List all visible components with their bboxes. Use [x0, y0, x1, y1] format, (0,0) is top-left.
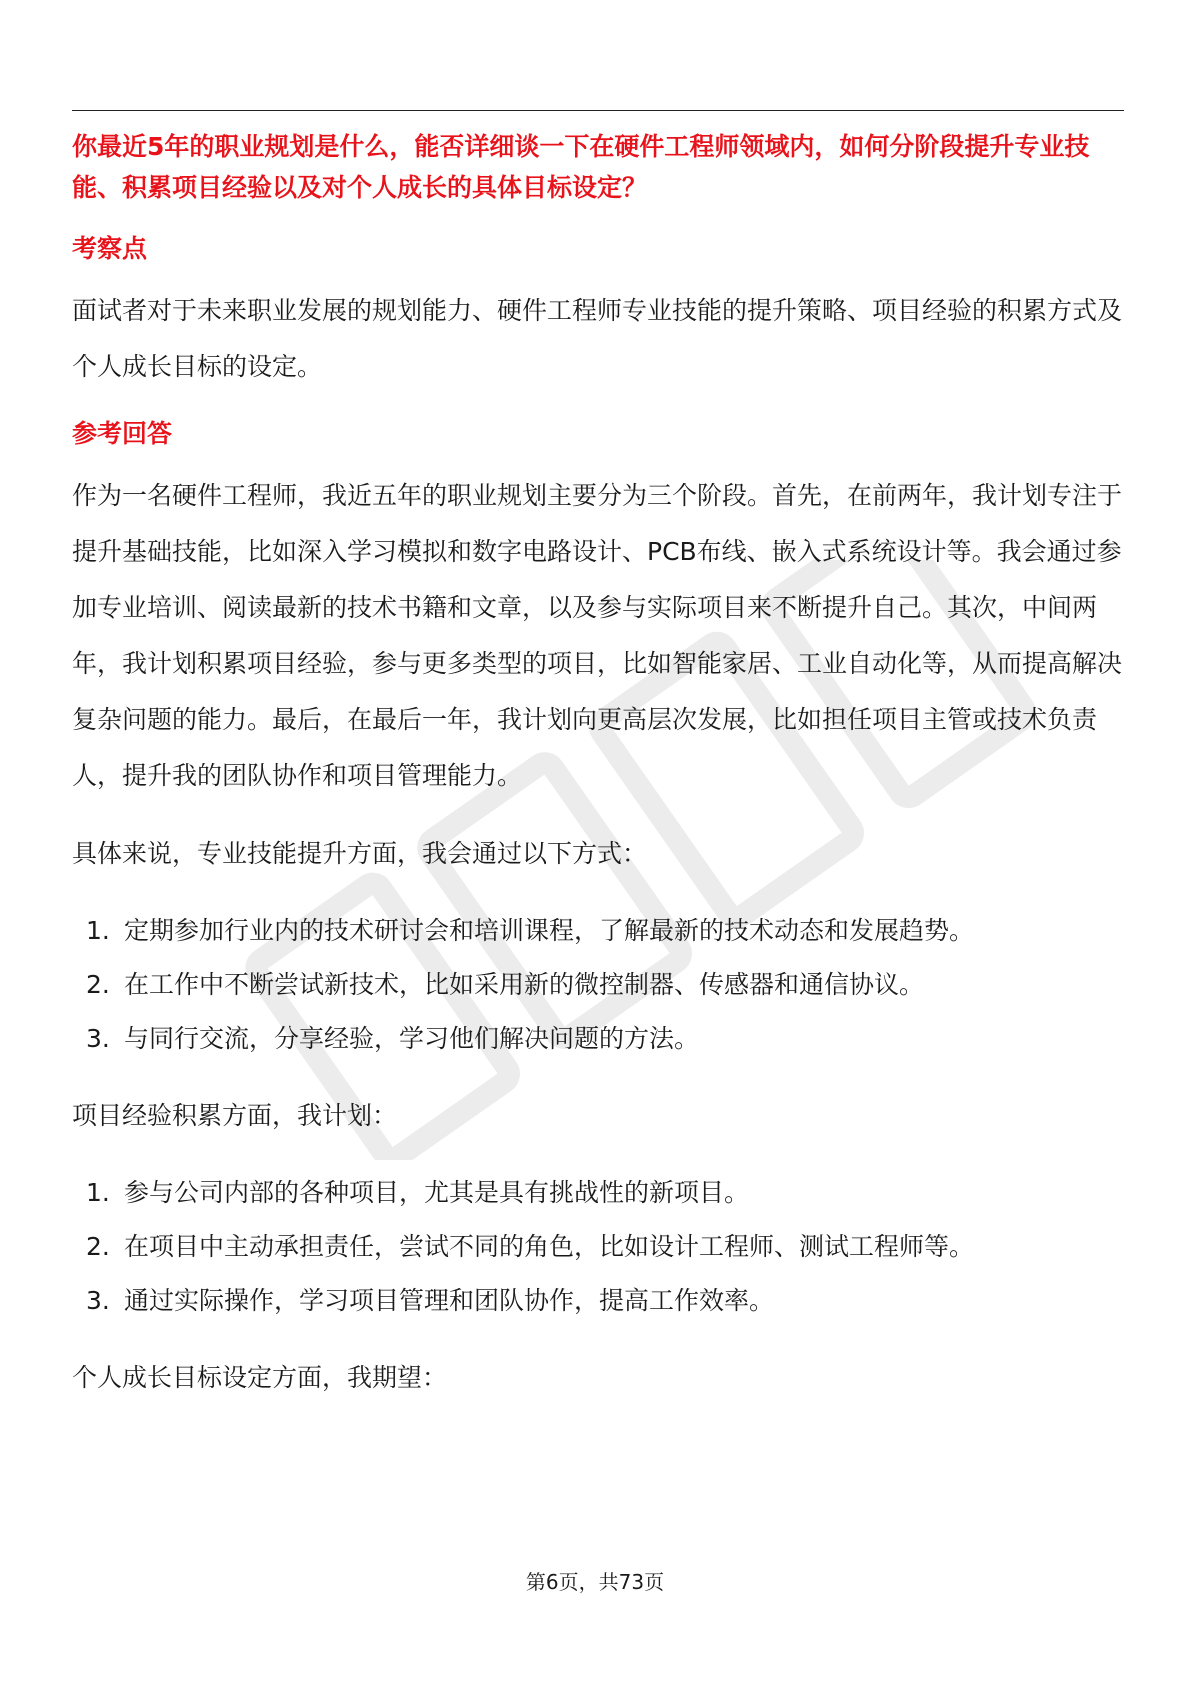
skills-list — [72, 904, 1122, 1066]
answer-heading: 参考回答 — [72, 419, 173, 448]
list-item-text: 在工作中不断尝试新技术，比如采用新的微控制器、传感器和通信协议。 — [124, 970, 925, 999]
list-item-text: 在项目中主动承担责任，尝试不同的角色，比如设计工程师、测试工程师等。 — [124, 1232, 975, 1261]
answer-intro: 作为一名硬件工程师，我近五年的职业规划主要分为三个阶段。首先，在前两年，我计划专注于提升基础技能，比如深入学习模拟和数字电路设计、PCB布线、嵌入式系统设计等。我会通过参加专业培训、阅读最新的技术书籍和文章，以及参与实际项目来不断提升自己。其次，中间两年，我计划积累项目经验，参与更多类型的项目，比如智能家居、工业自动化等，从而提高解决复杂问题的能力。最后，在最后一年，我计划向更高层次发展，比如担任项目主管或技术负责人，提升我的团队协作和项目管理能力。 — [72, 481, 1123, 790]
list-item-text: 与同行交流，分享经验，学习他们解决问题的方法。 — [124, 1024, 700, 1053]
list-item — [72, 904, 1122, 958]
projects-list — [72, 1166, 1122, 1328]
list-item-text: 通过实际操作，学习项目管理和团队协作，提高工作效率。 — [124, 1286, 775, 1315]
list-item — [72, 1166, 1122, 1220]
list-item — [72, 958, 1122, 1012]
growth-lead: 个人成长目标设定方面，我期望： — [72, 1363, 448, 1392]
list-item — [72, 1012, 1122, 1066]
list-item-number: 2. — [86, 970, 110, 999]
list-item-number: 1. — [86, 916, 110, 945]
top-divider — [72, 110, 1124, 111]
interview-question: 你最近5年的职业规划是什么，能否详细谈一下在硬件工程师领域内，如何分阶段提升专业技能、积累项目经验以及对个人成长的具体目标设定？ — [72, 132, 1090, 202]
document-body — [72, 126, 1122, 1406]
list-item — [72, 1220, 1122, 1274]
focus-text: 面试者对于未来职业发展的规划能力、硬件工程师专业技能的提升策略、项目经验的积累方式及个人成长目标的设定。 — [72, 296, 1123, 381]
list-item-number: 1. — [86, 1178, 110, 1207]
list-item-text: 参与公司内部的各种项目，尤其是具有挑战性的新项目。 — [124, 1178, 750, 1207]
list-item-number: 3. — [86, 1024, 110, 1053]
skills-lead: 具体来说，专业技能提升方面，我会通过以下方式： — [72, 839, 648, 868]
list-item — [72, 1274, 1122, 1328]
projects-lead: 项目经验积累方面，我计划： — [72, 1101, 398, 1130]
list-item-number: 3. — [86, 1286, 110, 1315]
focus-heading: 考察点 — [72, 234, 148, 263]
list-item-text: 定期参加行业内的技术研讨会和培训课程，了解最新的技术动态和发展趋势。 — [124, 916, 975, 945]
list-item-number: 2. — [86, 1232, 110, 1261]
page-number: 第6页，共73页 — [525, 1570, 665, 1594]
